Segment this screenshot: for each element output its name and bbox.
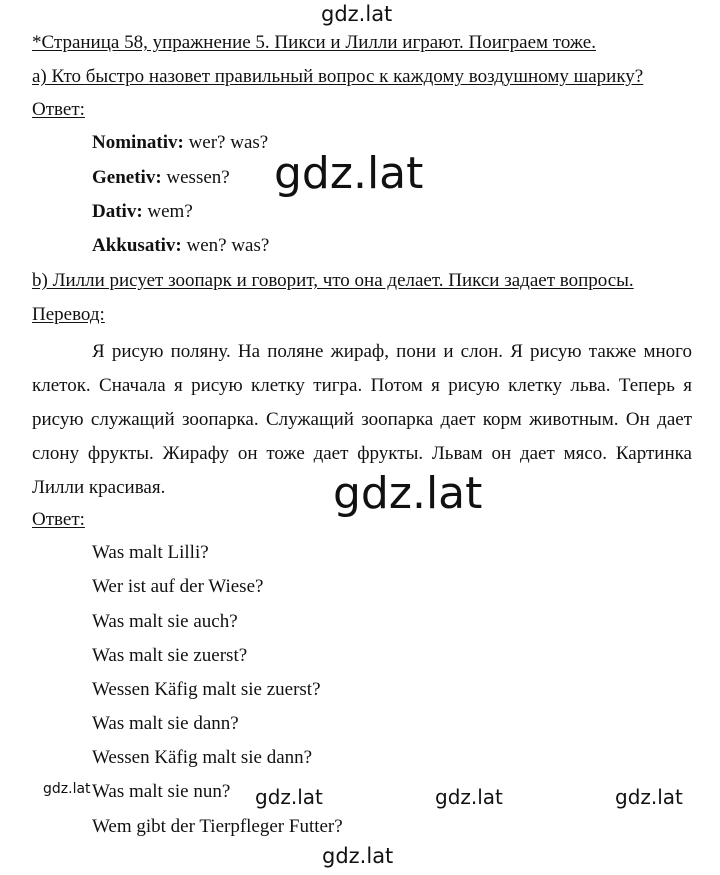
answer-item: Wessen Käfig malt sie zuerst?	[92, 679, 321, 700]
watermark-large: gdz.lat	[333, 468, 483, 519]
case-questions: wem?	[142, 201, 193, 222]
case-name: Genetiv:	[92, 167, 162, 188]
answer-item: Was malt sie dann?	[92, 713, 239, 734]
part-b-question: b) Лилли рисует зоопарк и говорит, что она делает. Пикси задает вопросы.	[32, 270, 634, 291]
answer-item: Was malt Lilli?	[92, 542, 209, 563]
case-questions: wessen?	[161, 167, 230, 188]
case-questions: wer? was?	[183, 132, 269, 153]
case-akkusativ	[92, 235, 269, 257]
watermark-top: gdz.lat	[321, 2, 393, 26]
case-genetiv	[92, 167, 230, 189]
watermark-large: gdz.lat	[274, 148, 424, 199]
translation-paragraph: Я рисую поляну. На поляне жираф, пони и слон. Я рисую также много клеток. Сначала я рисую клетку тигра. Потом я рисую клетку льва. Теперь я рисую служащий зоопарка. Служащий зоопарка дает корм животным. Он дает слону фрукты. Жирафу он тоже дает фрукты. Львам он дает мясо. Картинка Лилли красивая.	[32, 341, 692, 498]
watermark-row: gdz.lat	[435, 785, 503, 809]
answer-item: Wer ist auf der Wiese?	[92, 576, 264, 597]
case-name: Nominativ:	[92, 132, 184, 153]
answer-item: Wessen Käfig malt sie dann?	[92, 747, 313, 768]
answer-item: Wem gibt der Tierpfleger Futter?	[92, 816, 343, 837]
part-a-question: а) Кто быстро назовет правильный вопрос к каждому воздушному шарику?	[32, 66, 644, 87]
part-a-answer-label: Ответ:	[32, 99, 85, 120]
case-dativ	[92, 201, 193, 223]
watermark-small: gdz.lat	[43, 781, 91, 797]
translation-label: Перевод:	[32, 304, 105, 325]
case-name: Dativ:	[92, 201, 143, 222]
answer-item: Was malt sie nun?	[92, 781, 231, 802]
case-nominativ	[92, 132, 268, 154]
case-name: Akkusativ:	[92, 235, 182, 256]
watermark-row: gdz.lat	[615, 785, 683, 809]
watermark-row: gdz.lat	[255, 785, 323, 809]
case-questions: wen? was?	[181, 235, 270, 256]
watermark-bottom: gdz.lat	[322, 844, 394, 868]
part-b-answer-label: Ответ:	[32, 509, 85, 530]
task-title: *Страница 58, упражнение 5. Пикси и Лилли играют. Поиграем тоже.	[32, 32, 596, 53]
answer-item: Was malt sie zuerst?	[92, 645, 248, 666]
answer-item: Was malt sie auch?	[92, 611, 238, 632]
